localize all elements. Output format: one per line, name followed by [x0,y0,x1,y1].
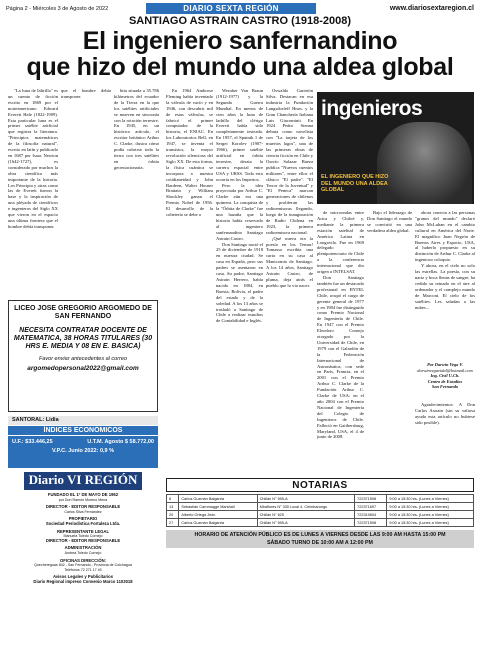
notaria-name: Carlos Guzmán Balgarria [179,519,257,527]
masthead-line: DIRECTOR - EDITOR RESPONSABLE [45,537,121,543]
santoral: SANTORAL: Lidia [8,416,158,425]
notaria-hours: 9:00 a 15:30 hrs. (Lunes a Viernes) [387,495,474,503]
author-center: Centro de Estudios [427,378,463,384]
horario-line-1: HORARIO DE ATENCIÓN PÚBLICO ES DE LUNES A VIERNES DESDE LAS 9:00 AM HASTA 15:00 PM [194,532,446,538]
notaria-phone: 722319604 [355,511,387,519]
article-column-6 [317,210,364,475]
paragraph: bita situada a 35.786 kilómetros del ecuador de la Tierra en la que los satélites artificiales se mueven en sincronía con la rotación terrestre. En 1945, en un histórico artículo, el escritor británico Arthur C. Clarke, ilustra cómo podía cubrirse toda la tierra con tres satélites en órbita geoestacionaria. [114,88,159,170]
masthead-line: DIRECTOR - EDITOR RESPONSABLE [45,504,121,510]
article-column-2 [114,88,159,293]
author-signature [415,362,475,390]
author-role: Ing. Civil U.Ch. [430,373,460,379]
notaria-phone: 722371598 [355,519,387,527]
paragraph: Y ahora, en el cielo no solo las estrellas. La poesía, con su nariz y boca llenas de sangre, ha cedido su reinado en el aire al ordenador y el complejo mundo de Marconi. El cielo de los satélites. Les saludan a las nubes... [415,263,475,310]
indices-title: ÍNDICES ECONÓMICOS [8,426,158,436]
utm-value: U.T.M. Agosto $ 58.772,00 [87,439,154,445]
paragraph: Pero la idea proyectada por Arthur C. Clarke aún era una quimera. La conquista de la "Órbita de Clarke" fue una hazaña que la historia había reservado al ingeniero sanfernandino Santiago Astrain Castro. [216,182,263,241]
liceo-job-ad [8,300,158,412]
notaria-phone: 722371697 [355,503,387,511]
article-headline [20,28,460,80]
notarias-table [166,494,474,527]
indices-row [8,445,158,454]
article-column-8 [415,210,475,360]
horario-line-2: SÁBADO TURNO DE 10:00 AM A 12:00 PM [267,540,373,546]
masthead-line: Diario Regional impreso Convenio Marco 1103018 [33,578,133,584]
paper-name: DIARIO SEXTA REGIÓN [146,3,316,14]
article-column-4 [216,88,263,473]
notarias-title: NOTARIAS [166,478,474,492]
article-column-1 [8,88,58,293]
ad-school-name: LICEO JOSE GREGORIO ARGOMEDO DE SAN FERNANDO [14,305,152,320]
notaria-hours: 9:00 a 15:30 hrs. (Lunes a Viernes) [387,519,474,527]
paragraph: Don Santiago nació el 25 de diciembre de 1918 en nuestra ciudad. Se casa en España, pero sus padres se asentaron en casa. Su padre, Santiago Astrain Herrero, había nacido en 1884, en Ruesta, Bolivia, el padre del estado y de la soledad. A los 13 años se trasladó a Santiago de Chile a realizar estudios de Contabilidad e Inglés. [216,241,263,324]
masthead-line: Quechereguas 842 - San Fernando - Provincia de Colchagua [34,563,132,568]
indices-row [8,436,158,445]
notaria-addr: Chillán N° 625 [257,511,355,519]
masthead-founder: por Don Ramón Moreno Mena [58,497,108,502]
table-row [167,503,474,511]
ad-email[interactable]: argomedopersonal2022@gmail.com [27,365,139,372]
notaria-addr: Chillán N° 595-A [257,495,355,503]
notaria-n: 13 [167,503,179,511]
acknowledgements [415,402,475,472]
headline-line-1: El ingeniero sanfernandino [82,27,398,55]
paragraph: "La luna de Ialtrillo" es un cuento de ficción escrito en 1869 por el norteamericano Edward Everett Hale (1822-1909). Esta particular luna es el primer satélite artificial que registra la literatura. "Principios matemáticos de la filosofía natural", escrito en latín y publicado en 1687 por Isaac Newton (1642-1727), es considerado por muchos la obra científica más importante de la historia. Los Principia y otras como las de Everett fueron la base y la inspiración de una pléyada de científicos e ingenieros del Siglo XX que vieron en el espacio una última frontera que el hombre debía transponer. [8,88,58,229]
notaria-hours: 9:00 a 15:30 hrs. (Lunes a Viernes) [387,511,474,519]
article-column-7 [367,210,412,475]
vpc-value: V.P.C. Junio 2022: 0,9 % [51,448,115,454]
notaria-n: 8 [167,495,179,503]
article-kicker: SANTIAGO ASTRAIN CASTRO (1918-2008) [128,15,352,27]
paragraph: de microondas entre Arica y Chiloé y, mediante la primera estación satelital de América Latina en Longovilo. Fue en 1969 delegado plenipotenciario de Chile a la conferencia internacional que dio origen a INTELSAT. [317,210,364,275]
masthead-line: Manuela Toledo Cornejo [63,534,103,539]
author-email[interactable]: darwinvegavidal@hotmail.com [417,367,473,373]
table-row [167,511,474,519]
notaria-name: Carlos Guzmán Balgarria [179,495,257,503]
economic-indices [8,426,158,468]
masthead-line: REPRESENTANTE LEGAL [56,528,110,534]
paragraph: Oswaldo Garretón Silva. Destacan en esa industria la Fundación Langsdorfeff Hnos. y la Gran Chanchería Italiana Luis Giacominii. En 1924 Pedro Sienna debuta como novelista con "La tarjeta de los muertos lagos", una de las primeras obras de ciencia ficción en Chile y Osorio Salazar Baeza publica "Nuevos cuentos militares", entre ellos el clásico "El padre". "El Terror de la Juventud" y "El Peneca" marcan generaciones de chilenos y proliferan las radioemisoras llegando, luego de la inauguración de Radio Chilena en 1923, la primera radioemisora nacional. [266,88,313,235]
headline-line-2: que hizo del mundo una aldea global [26,53,454,81]
table-row [167,495,474,503]
paragraph: ahora conecta a las personas "granos del mundo" declaró John McLuhan en el cambio cultural en América del Norte. El magnífico Juan Negrón de Buenos Aires y Espacio, USA, al haberlo propuesto en su distinción de Arthur C. Clarke al ingenioso coloquio. [415,210,475,263]
magazine-cover-line: EL INGENIERO QUE HIZO DEL MUNDO UNA ALDEA GLOBAL [321,174,389,193]
ad-job-description: NECESITA CONTRATAR DOCENTE DE MATEMATICA, 38 HORAS TITULARES (30 HRS E. MEDIA Y 08 EN E. BASICA) [13,327,153,350]
article-column-3 [166,88,213,473]
masthead-line: Carlos Silva Fernández [64,509,102,514]
masthead-line: Sociedad Periodística Fortaleza Ltda. [45,520,121,526]
masthead [8,472,158,662]
table-row [167,519,474,527]
notaria-phone: 722371598 [355,495,387,503]
author-city: San Fernando [431,384,459,390]
notaria-addr: Miraflores N° 330 Local 4. Chimbarongo [257,503,355,511]
notaria-name: Alberto Ortega Jirón [179,511,257,519]
paragraph: que el hombre debía transponer. [61,88,111,99]
paragraph: Wernher Von Braun (1912-1977) y la Segunda Guerra Mundial. En menos de cien años la luna de ladrillo del clérigo Everett había sido completamente testeada. En 1957, el Sputnik 1 de Sergei Korolev (1907-1966), primer satélite artificial en órbita terrestre, desata la carrera espacial entre USA y URSS. Todo esto ocurría en los Imperios. [216,88,263,182]
magazine-brand: ingenieros [321,97,423,120]
masthead-line: Teléfonos 72 271 17 45 [64,567,102,572]
masthead-line: ADMINISTRACIÓN [64,545,102,551]
portrait-photo [377,122,472,204]
paragraph: Bajo el liderazgo de Don Santiago el mundo se convirtió en una verdadera aldea global. [367,210,412,233]
website-link[interactable]: www.diariosextaregion.cl [389,5,474,12]
masthead-line: Andrea Toledo Cornejo [64,550,102,555]
notaria-name: Sebastián Carnmagge Marshall [179,503,257,511]
article-column-2a [61,88,111,293]
notaria-n: 20 [167,511,179,519]
masthead-line: OFICINAS DIRECCIÓN: [59,557,107,563]
paragraph: ¡Qué nueva era la poesía en los Temas! Tomasso escribía una carta en su casa al Manicomio de Santiago. A los 14 años, Santiago Astrain Castro, de pluma, deja atrás el pueblo que lo vio nacer. [266,235,313,288]
masthead-logo: Diario VI REGIÓN [24,472,142,490]
masthead-line: Avisos Legales y Publicitarios [52,574,114,580]
magazine-cover-image [317,92,474,204]
notarias-horario [166,530,474,548]
author-name: Por Darwin Vega V. [427,362,463,367]
page-header [6,3,474,14]
notaria-n: 27 [167,519,179,527]
paragraph: Don Santiago también fue un destacado profesional en ENTEL Chile, ocupó el cargo de gerente general de 1977 y en 1984 fue distinguido como Premio Nacional de Ingeniería de Chile. En 1947 con el Premio Eleodoro Cornejo otorgado por la Universidad de Chile, en 1979 con el Galardón de la Federación Internacional de Astronáutica, con sede en París, Francia, en el 2001 con el Premio Arthur C. Clarke de la Fundación Arthur C. Clarke de USA; en el año 2004 con el Premio Nacional de Ingeniería del Colegio de Ingenieros de Chile. Falleció en Gaithersburg, Maryland, USA, el 4 de junio de 2008. [317,274,364,440]
page-date: Página 2 - Miércoles 3 de Agosto de 2022 [6,5,109,12]
ad-instructions: Favor enviar antecedentes al correo [38,356,128,362]
paragraph: En 1964 Ambrose Fleming había inventado la válvula de vacío y en 1946, con descubrir mil de estas válvulas, se fabricó el primer computador de la historia, el ENIAC. En los Laboratorios Bell, en 1947, se inventa el transistor, la mayor revolución silenciosa del Siglo XX. De esta forma, la física cuántica se incorpora a nuestra cotidianeidad y John Bardeen, Walter Houser Brattain y William Shockley ganan el Premio Nobel de 1956. El desarrollo de la cohetería se debe a [166,88,213,218]
article-column-5 [266,88,313,473]
notaria-addr: Chillán N° 595-A [257,519,355,527]
paragraph: Agradecimientos: A Don Carlos Astrain (sin su valiosa ayuda esta artículo no hubiese sido posible). [415,402,475,425]
masthead-founded: FUNDADO EL 1º DE MAYO DE 1952 [47,492,119,497]
uf-value: U.F.: $33.446,25 [12,439,53,445]
masthead-line: PROPIETARIO [68,516,98,522]
notaria-hours: 9:00 a 15:30 hrs. (Lunes a Viernes) [387,503,474,511]
